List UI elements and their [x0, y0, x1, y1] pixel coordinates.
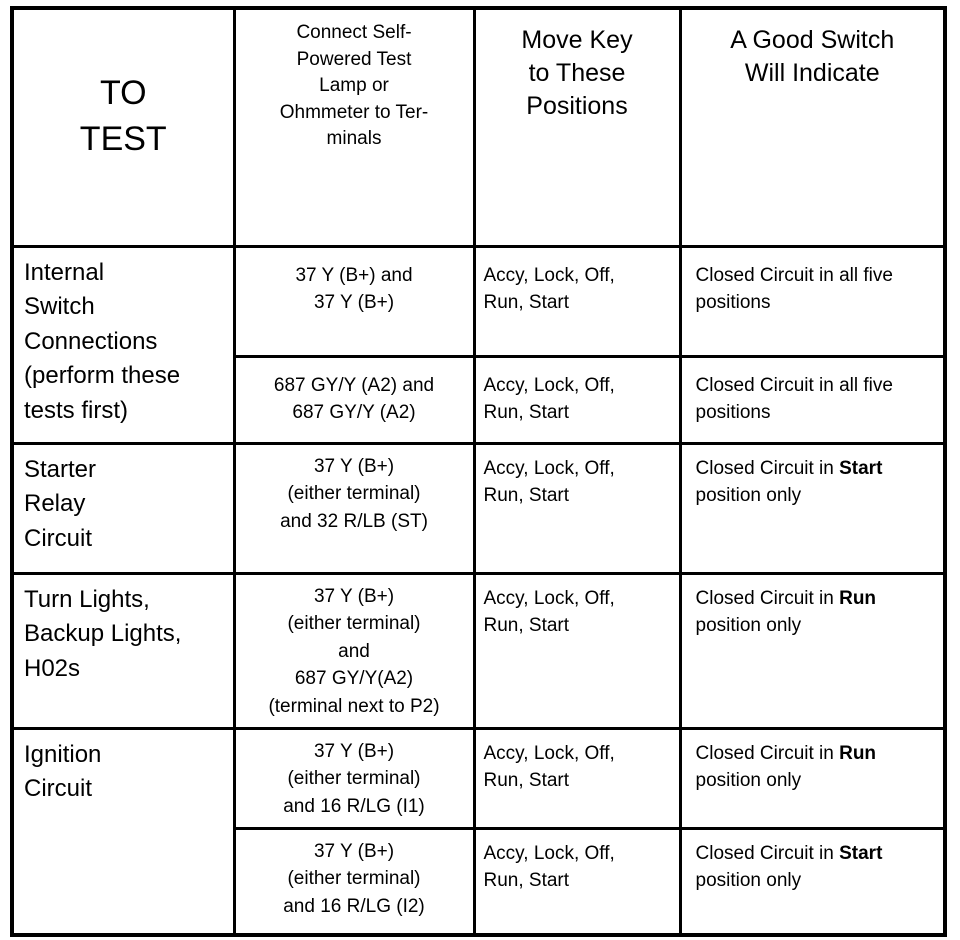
test-name-line: (perform these: [24, 362, 181, 390]
terminals-cell: [234, 356, 474, 443]
terminal-line: 37 Y (B+): [313, 455, 395, 477]
result-tail: position only: [695, 485, 802, 507]
result-tail: position only: [695, 615, 802, 637]
result-tail: position only: [695, 870, 802, 892]
terminal-line: 687 GY/Y(A2): [294, 668, 414, 690]
table-row: [12, 443, 945, 573]
result-cell: [680, 573, 945, 728]
terminal-line: (either terminal): [287, 868, 421, 890]
terminal-line: (either terminal): [287, 768, 421, 790]
test-name-internal-switch: [12, 246, 234, 443]
result-line: [696, 585, 938, 613]
header-row: [12, 8, 945, 246]
test-name-turn-lights: [12, 573, 234, 728]
header-to-test: [12, 8, 234, 246]
test-name-line: Ignition: [24, 740, 102, 768]
terminal-line: and 32 R/LB (ST): [280, 510, 428, 532]
position-line: Run, Start: [483, 485, 570, 507]
result-cell: [680, 246, 945, 356]
result-line: [696, 840, 938, 868]
header-line: TO: [99, 74, 147, 113]
position-line: Run, Start: [483, 770, 570, 792]
terminal-line: 37 Y (B+): [313, 585, 395, 607]
result-line: [696, 740, 938, 768]
header-good-switch: [680, 8, 945, 246]
switch-test-table: [10, 6, 947, 937]
terminal-line: 37 Y (B+): [313, 292, 395, 314]
terminal-line: 687 GY/Y (A2): [292, 402, 416, 424]
header-move-key: [474, 8, 680, 246]
position-line: Accy, Lock, Off,: [483, 842, 615, 864]
header-line: minals: [326, 128, 382, 150]
result-cell: [680, 828, 945, 935]
test-name-line: Circuit: [24, 524, 93, 552]
result-emphasis: Start: [839, 457, 883, 479]
result-text: Closed Circuit in: [695, 842, 840, 864]
positions-cell: [474, 573, 680, 728]
terminal-line: and 16 R/LG (I2): [283, 895, 425, 917]
terminal-line: (terminal next to P2): [268, 695, 440, 717]
test-name-line: H02s: [24, 654, 81, 682]
result-emphasis: Start: [839, 842, 883, 864]
position-line: Accy, Lock, Off,: [483, 587, 615, 609]
result-line: [696, 262, 938, 290]
result-text: Closed Circuit in: [695, 742, 840, 764]
header-connect-terminals: [234, 8, 474, 246]
terminal-line: and 16 R/LG (I1): [283, 795, 425, 817]
test-name-ignition: [12, 728, 234, 935]
result-cell: [680, 443, 945, 573]
positions-cell: [474, 443, 680, 573]
terminal-line: 37 Y (B+) and: [295, 264, 413, 286]
header-line: Lamp or: [319, 75, 389, 97]
table-row: [12, 573, 945, 728]
result-emphasis: Run: [839, 587, 877, 609]
test-name-line: Backup Lights,: [24, 620, 182, 648]
header-line: to These: [528, 59, 626, 87]
header-line: TEST: [79, 120, 167, 159]
test-name-line: tests first): [24, 396, 129, 424]
test-name-line: Circuit: [24, 775, 93, 803]
positions-cell: [474, 728, 680, 828]
position-line: Accy, Lock, Off,: [483, 742, 615, 764]
header-line: Move Key: [521, 26, 633, 54]
terminal-line: 37 Y (B+): [313, 740, 395, 762]
position-line: Run, Start: [483, 615, 570, 637]
header-line: A Good Switch: [730, 26, 895, 54]
position-line: Accy, Lock, Off,: [483, 457, 615, 479]
test-name-line: Turn Lights,: [24, 585, 150, 613]
header-line: Will Indicate: [744, 59, 880, 87]
test-name-line: Connections: [24, 327, 158, 355]
positions-cell: [474, 828, 680, 935]
result-cell: [680, 728, 945, 828]
terminal-line: (either terminal): [287, 613, 421, 635]
positions-cell: [474, 246, 680, 356]
result-text: Closed Circuit in all five: [695, 374, 893, 396]
test-name-line: Starter: [24, 455, 97, 483]
header-line: Powered Test: [296, 48, 412, 70]
result-tail: positions: [695, 292, 771, 314]
test-name-line: Relay: [24, 490, 86, 518]
terminal-line: 37 Y (B+): [313, 840, 395, 862]
result-tail: positions: [695, 402, 771, 424]
test-name-line: Switch: [24, 293, 95, 321]
position-line: Run, Start: [483, 292, 570, 314]
header-line: Ohmmeter to Ter-: [279, 101, 429, 123]
test-name-starter-relay: [12, 443, 234, 573]
test-name-line: Internal: [24, 258, 105, 286]
position-line: Accy, Lock, Off,: [483, 264, 615, 286]
header-line: Positions: [526, 92, 628, 120]
result-line: [696, 455, 938, 483]
position-line: Run, Start: [483, 402, 570, 424]
result-text: Closed Circuit in all five: [695, 264, 893, 286]
table-row: [12, 246, 945, 356]
position-line: Accy, Lock, Off,: [483, 374, 615, 396]
terminal-line: and: [338, 640, 370, 662]
terminals-cell: [234, 573, 474, 728]
terminals-cell: [234, 828, 474, 935]
terminal-line: (either terminal): [287, 483, 421, 505]
result-line: [696, 372, 938, 400]
position-line: Run, Start: [483, 870, 570, 892]
positions-cell: [474, 356, 680, 443]
result-emphasis: Run: [839, 742, 877, 764]
table-row: [12, 728, 945, 828]
result-text: Closed Circuit in: [695, 457, 840, 479]
terminals-cell: [234, 728, 474, 828]
terminals-cell: [234, 443, 474, 573]
result-tail: position only: [695, 770, 802, 792]
terminals-cell: [234, 246, 474, 356]
result-cell: [680, 356, 945, 443]
terminal-line: 687 GY/Y (A2) and: [273, 374, 435, 396]
header-line: Connect Self-: [296, 22, 412, 43]
result-text: Closed Circuit in: [695, 587, 840, 609]
